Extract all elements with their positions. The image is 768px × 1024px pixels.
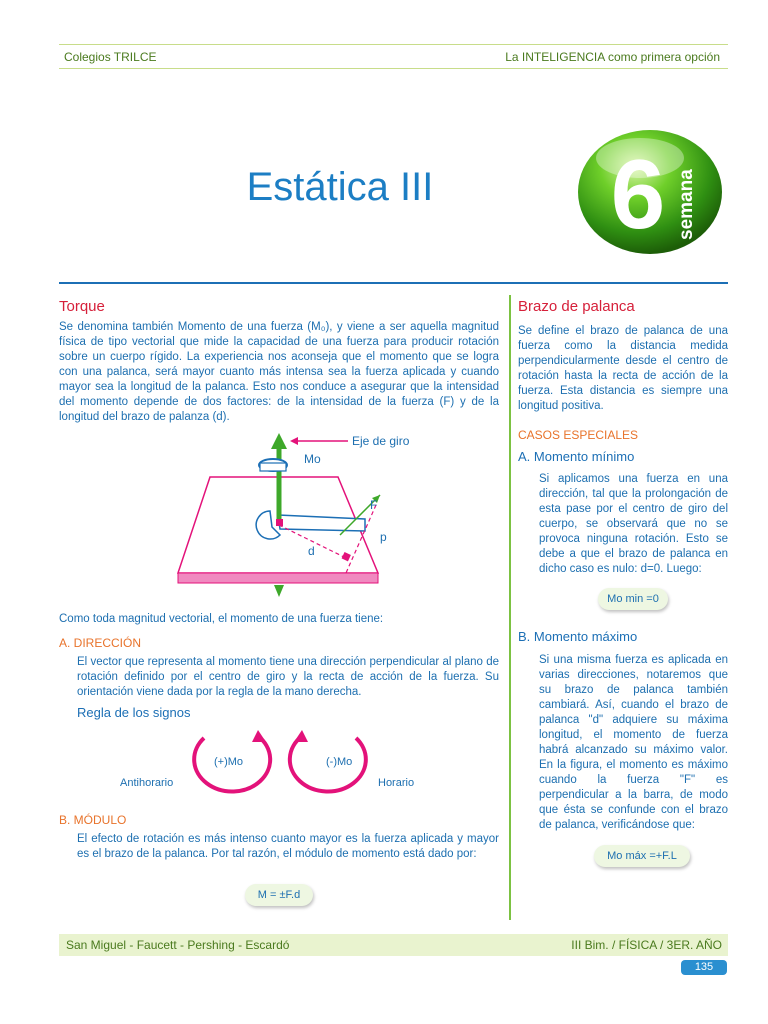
title-rule [59,282,728,284]
casos-heading: CASOS ESPECIALES [518,428,639,442]
max-moment-heading: B. Momento máximo [518,629,638,644]
clockwise-value: (-)Mo [326,756,353,768]
footer-left: San Miguel - Faucett - Pershing - Escardó [66,938,290,952]
header-top-line [59,44,728,45]
column-divider [509,295,511,920]
anticlockwise-value: (+)Mo [214,756,244,768]
brazo-text: Se define el brazo de palanca de una fuerza como la distancia medida perpendicularmente desde el centro de rotación hasta la recta de acción de la fuerza. Esta distancia es siempre una longitud positiva. [518,325,728,412]
brazo-heading: Brazo de palanca [518,298,635,315]
header-bottom-line [59,68,728,69]
min-moment-heading: A. Momento mínimo [518,449,635,464]
badge-word: semana [676,169,697,240]
mo-label: Mo [304,452,321,466]
max-moment-formula: Mo máx =+F.L [594,845,690,867]
max-moment-text: Si una misma fuerza es aplicada en varias direcciones, notaremos que su brazo de palanca también cambiará. Así, cuando el brazo de palanca "d" adquiere su máxima longitud, el momento de fuerza habrá alcanzado su máximo valor. En la figura, el momento es máximo cuando la fuerza "F" es perpendicular a la barra, de modo que ésta se confunde con el brazo de palanca, verificándose que: [539,654,728,831]
f-label: F [370,498,378,512]
header-left: Colegios TRILCE [64,50,157,64]
module-text: El efecto de rotación es más intenso cuanto mayor es la fuerza aplicada y mayor es el brazo de la palanca. Por tal razón, el módulo de momento está dado por: [77,833,499,860]
p-label: p [380,530,387,544]
module-heading: B. MÓDULO [59,813,127,827]
torque-heading: Torque [59,298,105,315]
direction-text: El vector que representa al momento tiene una dirección perpendicular al plano de rotación definido por el centro de giro y la recta de acción de la fuerza. Su orientación viene dada por la regla de la mano derecha. [77,656,499,698]
torque-formula: M = ±F.d [245,884,313,906]
min-moment-text: Si aplicamos una fuerza en una dirección, tal que la prolongación de esta pase por el centro de giro del cuerpo, se observará que no se provoca ninguna rotación. Esto se debe a que el brazo de palanca en dicho caso es nulo: d=0. Luego: [539,473,728,575]
vector-intro: Como toda magnitud vectorial, el momento de una fuerza tiene: [59,613,384,625]
direction-heading: A. DIRECCIÓN [59,636,142,650]
page-title: Estática III [246,165,434,209]
min-moment-formula: Mo min =0 [598,588,668,610]
week-badge [568,120,728,260]
clockwise-label: Horario [378,777,415,789]
badge-number: 6 [610,139,666,249]
anticlockwise-label: Antihorario [120,777,174,789]
page-number: 135 [681,960,727,975]
torque-diagram [170,425,430,615]
axis-label: Eje de giro [352,434,410,448]
footer-right: III Bim. / FÍSICA / 3ER. AÑO [571,938,722,952]
header-right: La INTELIGENCIA como primera opción [505,50,720,64]
torque-paragraph: Se denomina también Momento de una fuerza (M₀), y viene a ser aquella magnitud física de tipo vectorial que mide la capacidad de una fuerza para producir rotación sobre un cuerpo rígido. La experiencia nos aconseja que el momento que se logra con una palanca, será mayor cuanto más intensa sea la fuerza aplicada y cuando mayor sea la longitud de la palanca. Esto nos conduce a asegurar que la intensidad del momento depende de dos factores: de la intensidad de la fuerza (F) y de la longitud del brazo de palanza (d). [59,321,499,423]
d-label: d [308,544,315,558]
signs-heading: Regla de los signos [77,705,191,720]
